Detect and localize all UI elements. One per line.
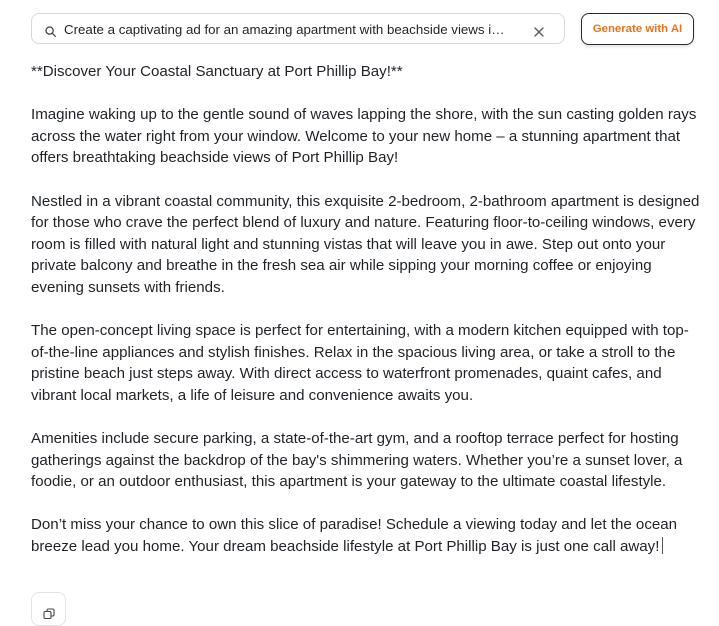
clear-search-button[interactable] [530, 21, 548, 39]
close-icon [534, 27, 544, 37]
generated-ad-text[interactable] [31, 61, 703, 558]
ad-headline: **Discover Your Coastal Sanctuary at Port Phillip Bay!** [31, 63, 403, 80]
generate-with-ai-button[interactable]: Generate with AI [581, 13, 694, 45]
search-bar [31, 13, 565, 44]
ad-paragraph: Imagine waking up to the gentle sound of waves lapping the shore, with the sun casting golden rays across the water right from your window. Welcome to your new home – a stunning apartment that offers breathtaking beachside views of Port Phillip Bay! [31, 106, 697, 167]
copy-button[interactable] [31, 592, 66, 626]
text-caret [662, 537, 663, 554]
ad-paragraph: Don’t miss your chance to own this slice of paradise! Schedule a viewing today and let the ocean breeze lead you home. Your dream beachside lifestyle at Port Phillip Bay is just one call away! [31, 516, 678, 556]
search-icon [45, 24, 56, 35]
ad-paragraph: Amenities include secure parking, a state-of-the-art gym, and a rooftop terrace perfect for hosting gatherings against the backdrop of the bay's shimmering waters. Whether you’re a sunset lover, a foodie, or an outdoor enthusiast, this apartment is your gateway to the ultimate coastal lifestyle. [31, 430, 683, 491]
ad-paragraph-last [31, 514, 703, 557]
copy-icon [43, 608, 55, 620]
ad-paragraph: The open-concept living space is perfect for entertaining, with a modern kitchen equipped with top-of-the-line appliances and stylish finishes. Relax in the spacious living area, or take a stroll to the pristine beach just steps away. With direct access to waterfront promenades, quaint cafes, and vibrant local markets, a life of leisure and convenience awaits you. [31, 322, 689, 404]
ad-paragraph: Nestled in a vibrant coastal community, this exquisite 2-bedroom, 2-bathroom apartment is designed for those who crave the perfect blend of luxury and nature. Featuring floor-to-ceiling windows, every room is filled with natural light and stunning vistas that will leave you in awe. Step out onto your private balcony and breathe in the fresh sea air while sipping your morning coffee or enjoying evening sunsets with friends. [31, 192, 700, 296]
search-input[interactable] [64, 19, 508, 39]
